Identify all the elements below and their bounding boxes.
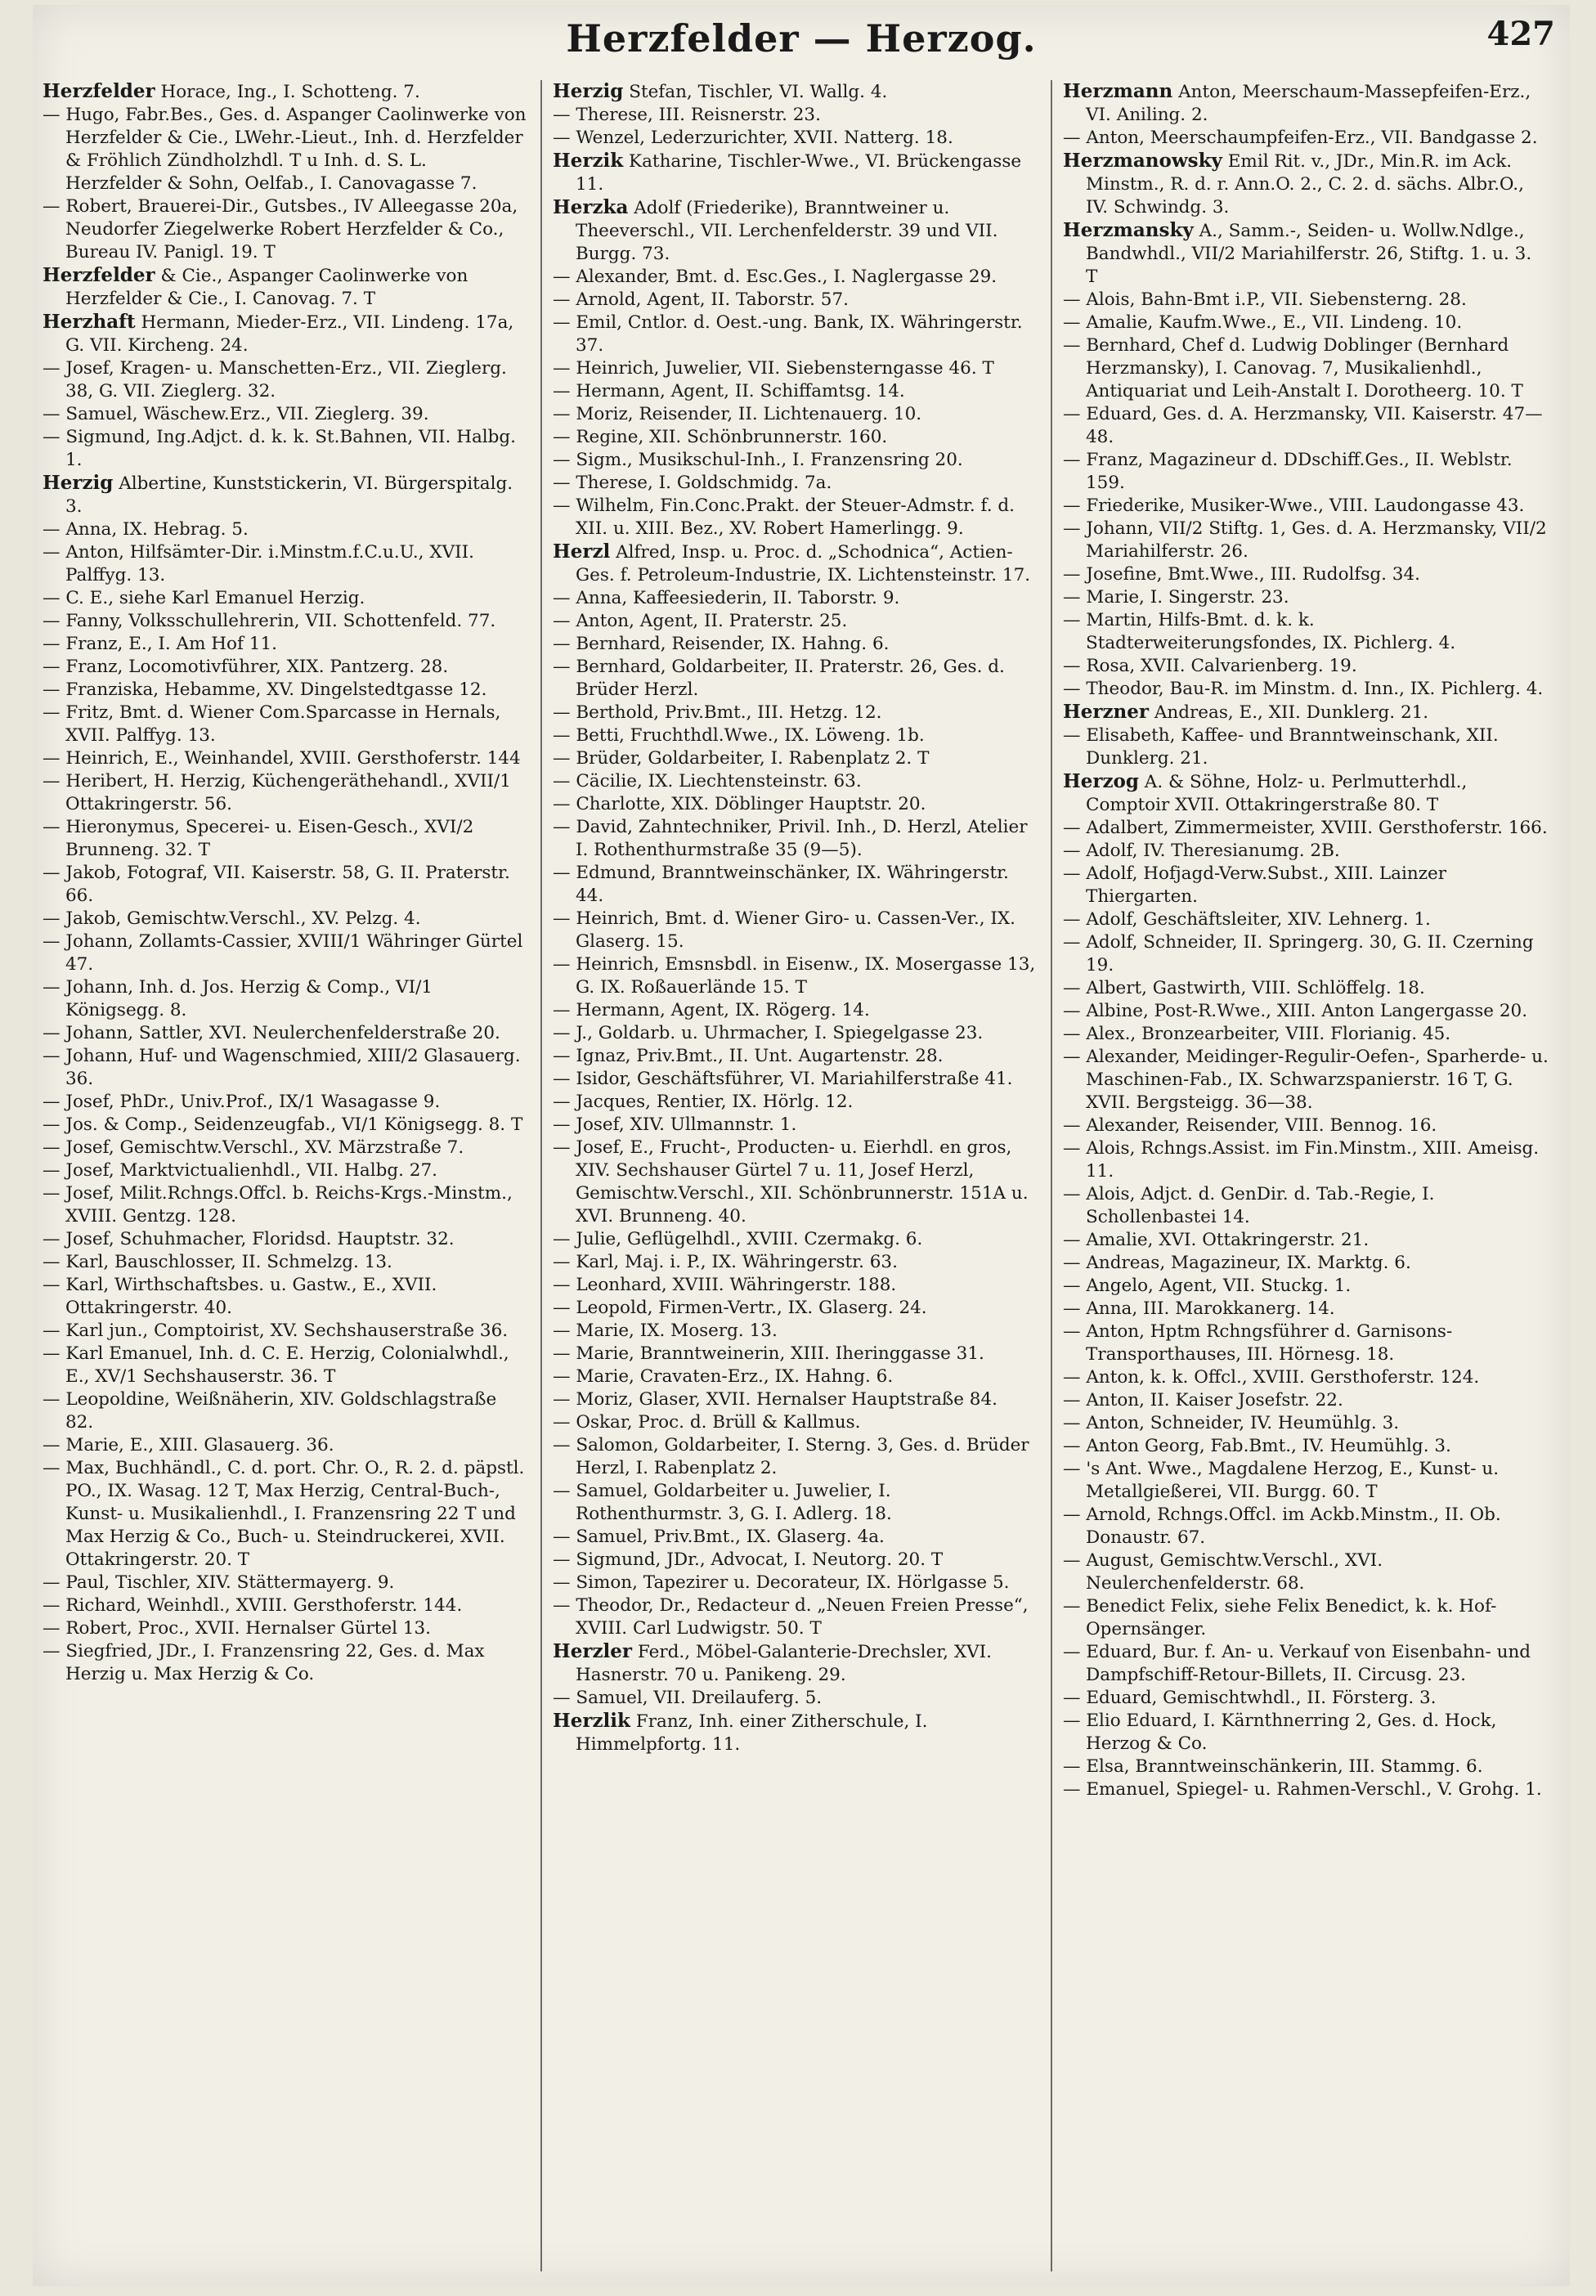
directory-entry: — Josef, Kragen- u. Manschetten-Erz., VII. Zieglerg. 38, G. VII. Zieglerg. 32. (43, 358, 507, 401)
directory-entry: — Jos. & Comp., Seidenzeugfab., VI/1 Königsegg. 8. T (43, 1114, 523, 1135)
directory-entry: — Josef, Schuhmacher, Floridsd. Hauptstr. 32. (43, 1229, 455, 1249)
directory-entry: Herzmann Anton, Meerschaum-Massepfeifen-Erz., VI. Aniling. 2. (1063, 80, 1531, 125)
directory-entry: — Anton, Hilfsämter-Dir. i.Minstm.f.C.u.U., XVII. Palffyg. 13. (43, 542, 474, 585)
directory-entry: — Alexander, Reisender, VIII. Bennog. 16. (1063, 1115, 1437, 1136)
directory-entry: — Alex., Bronzearbeiter, VIII. Florianig. 45. (1063, 1024, 1451, 1044)
directory-entry: — Anton Georg, Fab.Bmt., IV. Heumühlg. 3. (1063, 1436, 1451, 1456)
directory-entry: Herzig Albertine, Kunststickerin, VI. Bürgerspitalg. 3. (43, 472, 513, 517)
directory-entry: — Berthold, Priv.Bmt., III. Hetzg. 12. (553, 702, 882, 723)
directory-entry: — Franz, Magazineur d. DDschiff.Ges., II. Weblstr. 159. (1063, 450, 1513, 493)
directory-entry: — Edmund, Branntweinschänker, IX. Währingerstr. 44. (553, 863, 1009, 906)
directory-entry: — Fritz, Bmt. d. Wiener Com.Sparcasse in Hernals, XVII. Palffyg. 13. (43, 702, 501, 746)
directory-entry: — Hugo, Fabr.Bes., Ges. d. Aspanger Caolinwerke von Herzfelder & Cie., LWehr.-Lieut., Inh. d. Herzfelder & Fröhlich Zündholzhdl. T u Inh. d. S. L. Herzfelder & Sohn, Oelfab., I. Canovagasse 7. (43, 105, 527, 194)
directory-column-2 (553, 80, 1038, 2271)
directory-entry: Herzner Andreas, E., XII. Dunklerg. 21. (1063, 701, 1429, 723)
directory-entry: — Marie, E., XIII. Glasauerg. 36. (43, 1435, 334, 1455)
directory-entry: Herzog A. & Söhne, Holz- u. Perlmutterhdl., Comptoir XVII. Ottakringerstraße 80. T (1063, 770, 1468, 815)
directory-column-3 (1063, 80, 1549, 2271)
directory-entry: — Heinrich, Bmt. d. Wiener Giro- u. Cassen-Ver., IX. Glaserg. 15. (553, 908, 1015, 952)
directory-entry: — Marie, IX. Moserg. 13. (553, 1321, 778, 1341)
directory-entry: — Angelo, Agent, VII. Stuckg. 1. (1063, 1276, 1352, 1296)
directory-entry: — Adolf, Hofjagd-Verw.Subst., XIII. Lainzer Thiergarten. (1063, 863, 1447, 907)
directory-entry: — Josef, E., Frucht-, Producten- u. Eierhdl. en gros, XIV. Sechshauser Gürtel 7 u. 11, Josef Herzl, Gemischtw.Verschl., XII. Schönbrunnerstr. 151A u. XVI. Brunneng. 40. (553, 1137, 1029, 1226)
directory-entry: — Josef, PhDr., Univ.Prof., IX/1 Wasagasse 9. (43, 1092, 441, 1112)
directory-entry: Herzmansky A., Samm.-, Seiden- u. Wollw.Ndlge., Bandwhdl., VII/2 Mariahilferstr. 26, Stiftg. 1. u. 3. T (1063, 219, 1532, 287)
directory-entry: — Leonhard, XVIII. Währingerstr. 188. (553, 1275, 897, 1295)
directory-entry: — Elisabeth, Kaffee- und Branntweinschank, XII. Dunklerg. 21. (1063, 725, 1499, 769)
directory-entry: — Leopold, Firmen-Vertr., IX. Glaserg. 24. (553, 1298, 927, 1318)
directory-entry: — Albine, Post-R.Wwe., XIII. Anton Langergasse 20. (1063, 1001, 1528, 1021)
directory-entry: — Jakob, Fotograf, VII. Kaiserstr. 58, G. II. Praterstr. 66. (43, 863, 510, 906)
directory-entry: — Cäcilie, IX. Liechtensteinstr. 63. (553, 771, 862, 791)
directory-entry: — Amalie, Kaufm.Wwe., E., VII. Lindeng. 10. (1063, 312, 1463, 333)
directory-entry: — Hieronymus, Specerei- u. Eisen-Gesch., XVI/2 Brunneng. 32. T (43, 817, 474, 860)
directory-entry: — Paul, Tischler, XIV. Stättermayerg. 9. (43, 1572, 395, 1593)
directory-entry: — Hermann, Agent, IX. Rögerg. 14. (553, 1000, 870, 1020)
directory-entry: Herzfelder & Cie., Aspanger Caolinwerke von Herzfelder & Cie., I. Canovag. 7. T (43, 264, 468, 309)
directory-entry: — Johann, Inh. d. Jos. Herzig & Comp., VI/1 Königsegg. 8. (43, 977, 433, 1020)
directory-entry: — Bernhard, Chef d. Ludwig Doblinger (Bernhard Herzmansky), I. Canovag. 7, Musikalienhdl., Antiquariat und Leih-Anstalt I. Dorotheerg. 10. T (1063, 335, 1523, 401)
directory-entry: — Heinrich, Juwelier, VII. Siebensterngasse 46. T (553, 358, 994, 379)
directory-entry: — Theodor, Bau-R. im Minstm. d. Inn., IX. Pichlerg. 4. (1063, 679, 1544, 699)
directory-entry: — Martin, Hilfs-Bmt. d. k. k. Stadterweiterungsfondes, IX. Pichlerg. 4. (1063, 610, 1456, 653)
directory-entry: — Franz, Locomotivführer, XIX. Pantzerg. 28. (43, 657, 449, 677)
directory-entry: — Sigmund, JDr., Advocat, I. Neutorg. 20. T (553, 1549, 944, 1570)
directory-entry: — Heribert, H. Herzig, Küchengeräthehandl., XVII/1 Ottakringerstr. 56. (43, 771, 511, 814)
page-number: 427 (1486, 15, 1555, 53)
directory-entry: — Samuel, Priv.Bmt., IX. Glaserg. 4a. (553, 1527, 885, 1547)
directory-entry: — Wenzel, Lederzurichter, XVII. Natterg. 18. (553, 128, 953, 148)
directory-entry: — Rosa, XVII. Calvarienberg. 19. (1063, 656, 1357, 676)
directory-entry: — Samuel, VII. Dreilauferg. 5. (553, 1688, 823, 1708)
directory-entry: — Betti, Fruchthdl.Wwe., IX. Löweng. 1b. (553, 725, 925, 746)
directory-entry: — Heinrich, E., Weinhandel, XVIII. Gersthoferstr. 144 (43, 748, 521, 769)
directory-entry: — Anna, IX. Hebrag. 5. (43, 519, 249, 540)
directory-entry: — 's Ant. Wwe., Magdalene Herzog, E., Kunst- u. Metallgießerei, VII. Burgg. 60. T (1063, 1459, 1500, 1502)
directory-entry: — Josef, Gemischtw.Verschl., XV. Märzstraße 7. (43, 1137, 464, 1158)
directory-entry: — Leopoldine, Weißnäherin, XIV. Goldschlagstraße 82. (43, 1389, 497, 1433)
directory-entry: — Eduard, Bur. f. An- u. Verkauf von Eisenbahn- und Dampfschiff-Retour-Billets, II. Circusg. 23. (1063, 1642, 1531, 1685)
directory-entry: — Amalie, XVI. Ottakringerstr. 21. (1063, 1230, 1370, 1250)
directory-entry: — Karl, Maj. i. P., IX. Währingerstr. 63. (553, 1252, 898, 1272)
directory-column-1 (43, 80, 528, 2271)
directory-entry: — Oskar, Proc. d. Brüll & Kallmus. (553, 1412, 861, 1433)
directory-entry: — Josef, XIV. Ullmannstr. 1. (553, 1114, 797, 1135)
directory-entry: — Eduard, Gemischtwhdl., II. Försterg. 3. (1063, 1688, 1437, 1708)
directory-entry: — Adalbert, Zimmermeister, XVIII. Gersthoferstr. 166. (1063, 818, 1548, 838)
directory-entry: — Karl, Bauschlosser, II. Schmelzg. 13. (43, 1252, 392, 1272)
directory-entry: — Marie, Branntweinerin, XIII. Iheringgasse 31. (553, 1343, 984, 1364)
directory-entry: Herzl Alfred, Insp. u. Proc. d. „Schodnica“, Actien-Ges. f. Petroleum-Industrie, IX. Lichtensteinstr. 17. (553, 540, 1031, 585)
directory-entry: — Johann, Huf- und Wagenschmied, XIII/2 Glasauerg. 36. (43, 1046, 521, 1089)
directory-entry: — Marie, I. Singerstr. 23. (1063, 587, 1289, 608)
directory-entry: — Alois, Bahn-Bmt i.P., VII. Siebensterng. 28. (1063, 289, 1467, 310)
directory-entry: Herzler Ferd., Möbel-Galanterie-Drechsler, XVI. Hasnerstr. 70 u. Panikeng. 29. (553, 1640, 993, 1685)
directory-entry: — Jakob, Gemischtw.Verschl., XV. Pelzg. 4. (43, 908, 421, 929)
directory-entry: — Karl jun., Comptoirist, XV. Sechshauserstraße 36. (43, 1321, 509, 1341)
directory-entry: — Karl, Wirthschaftsbes. u. Gastw., E., XVII. Ottakringerstr. 40. (43, 1275, 437, 1318)
directory-entry: — Anton, II. Kaiser Josefstr. 22. (1063, 1390, 1343, 1410)
directory-entry: — Josef, Marktvictualienhdl., VII. Halbg. 27. (43, 1160, 437, 1181)
directory-entry: — Ignaz, Priv.Bmt., II. Unt. Augartenstr. 28. (553, 1046, 944, 1066)
directory-entry: — Max, Buchhändl., C. d. port. Chr. O., R. 2. d. päpstl. PO., IX. Wasag. 12 T, Max Herzig, Central-Buch-, Kunst- u. Musikalienhdl., I. Franzensring 22 T und Max Herzig & Co., Buch- u. Steindruckerei, XVII. Ottakringerstr. 20. T (43, 1458, 525, 1570)
directory-entry: — Emil, Cntlor. d. Oest.-ung. Bank, IX. Währingerstr. 37. (553, 312, 1023, 356)
directory-entry: — Anton, Meerschaumpfeifen-Erz., VII. Bandgasse 2. (1063, 128, 1538, 148)
directory-entry: — Regine, XII. Schönbrunnerstr. 160. (553, 427, 888, 447)
directory-entry: Herzhaft Hermann, Mieder-Erz., VII. Lindeng. 17a, G. VII. Kircheng. 24. (43, 311, 514, 356)
directory-entry: — Therese, I. Goldschmidg. 7a. (553, 473, 832, 493)
directory-entry: — Theodor, Dr., Redacteur d. „Neuen Freien Presse“, XVIII. Carl Ludwigstr. 50. T (553, 1595, 1029, 1639)
directory-entry: Herzfelder Horace, Ing., I. Schotteng. 7. (43, 80, 420, 102)
directory-entry: Herzlik Franz, Inh. einer Zitherschule, I. Himmelpfortg. 11. (553, 1710, 928, 1755)
directory-entry: — Andreas, Magazineur, IX. Marktg. 6. (1063, 1253, 1411, 1273)
directory-entry: — Alexander, Meidinger-Regulir-Oefen-, Sparherde- u. Maschinen-Fab., IX. Schwarzspanierstr. 16 T, G. XVII. Bergsteigg. 36—38. (1063, 1047, 1549, 1113)
directory-entry: — Elsa, Branntweinschänkerin, III. Stammg. 6. (1063, 1756, 1483, 1777)
directory-entry: — Salomon, Goldarbeiter, I. Sterng. 3, Ges. d. Brüder Herzl, I. Rabenplatz 2. (553, 1435, 1029, 1478)
directory-entry: — Anton, Agent, II. Praterstr. 25. (553, 611, 848, 631)
directory-entry: — Adolf, Geschäftsleiter, XIV. Lehnerg. 1. (1063, 909, 1431, 930)
directory-entry: — Benedict Felix, siehe Felix Benedict, k. k. Hof-Opernsänger. (1063, 1596, 1497, 1639)
directory-entry: — Arnold, Rchngs.Offcl. im Ackb.Minstm., II. Ob. Donaustr. 67. (1063, 1505, 1501, 1548)
directory-entry: — C. E., siehe Karl Emanuel Herzig. (43, 588, 365, 608)
directory-entry: — Marie, Cravaten-Erz., IX. Hahng. 6. (553, 1366, 894, 1387)
directory-entry: Herzka Adolf (Friederike), Branntweiner u. Theeverschl., VII. Lerchenfelderstr. 39 und VII. Burgg. 73. (553, 196, 998, 264)
directory-entry: — Alois, Rchngs.Assist. im Fin.Minstm., XIII. Ameisg. 11. (1063, 1138, 1540, 1182)
directory-entry: — Eduard, Ges. d. A. Herzmansky, VII. Kaiserstr. 47—48. (1063, 404, 1543, 447)
directory-page (33, 5, 1570, 2286)
directory-entry: — Siegfried, JDr., I. Franzensring 22, Ges. d. Max Herzig u. Max Herzig & Co. (43, 1641, 485, 1684)
directory-columns (43, 80, 1560, 2271)
directory-entry: — Julie, Geflügelhdl., XVIII. Czermakg. 6. (553, 1229, 923, 1249)
directory-entry: — Moriz, Reisender, II. Lichtenauerg. 10. (553, 404, 922, 424)
directory-entry: — Richard, Weinhdl., XVIII. Gersthoferstr. 144. (43, 1595, 463, 1616)
directory-entry: — Robert, Proc., XVII. Hernalser Gürtel 13. (43, 1618, 431, 1639)
directory-entry: — Charlotte, XIX. Döblinger Hauptstr. 20. (553, 794, 926, 814)
directory-entry: — Moriz, Glaser, XVII. Hernalser Hauptstraße 84. (553, 1389, 998, 1410)
running-head: Herzfelder — Herzog. (566, 16, 1037, 61)
directory-entry: — Anna, Kaffeesiederin, II. Taborstr. 9. (553, 588, 900, 608)
directory-entry: — Franziska, Hebamme, XV. Dingelstedtgasse 12. (43, 679, 487, 700)
directory-entry: — Sigmund, Ing.Adjct. d. k. k. St.Bahnen, VII. Halbg. 1. (43, 427, 517, 470)
directory-entry: — Johann, Sattler, XVI. Neulerchenfelderstraße 20. (43, 1023, 500, 1043)
directory-entry: — Josef, Milit.Rchngs.Offcl. b. Reichs-Krgs.-Minstm., XVIII. Gentzg. 128. (43, 1183, 513, 1226)
directory-entry: — Jacques, Rentier, IX. Hörlg. 12. (553, 1092, 854, 1112)
directory-entry: — Robert, Brauerei-Dir., Gutsbes., IV Alleegasse 20a, Neudorfer Ziegelwerke Robert Herzfelder & Co., Bureau IV. Panigl. 19. T (43, 196, 518, 262)
directory-entry: — Emanuel, Spiegel- u. Rahmen-Verschl., V. Grohg. 1. (1063, 1779, 1542, 1800)
column-divider (1051, 80, 1052, 2271)
column-divider (540, 80, 542, 2271)
directory-entry: — Bernhard, Reisender, IX. Hahng. 6. (553, 634, 890, 654)
directory-entry: — Albert, Gastwirth, VIII. Schlöffelg. 18. (1063, 978, 1425, 998)
directory-entry: — Elio Eduard, I. Kärnthnerring 2, Ges. d. Hock, Herzog & Co. (1063, 1711, 1497, 1754)
directory-entry: — Johann, Zollamts-Cassier, XVIII/1 Währinger Gürtel 47. (43, 931, 523, 975)
directory-entry: — J., Goldarb. u. Uhrmacher, I. Spiegelgasse 23. (553, 1023, 984, 1043)
page-header (33, 13, 1570, 70)
directory-entry: — Karl Emanuel, Inh. d. C. E. Herzig, Colonialwhdl., E., XV/1 Sechshauserstr. 36. T (43, 1343, 509, 1387)
directory-entry: Herzig Stefan, Tischler, VI. Wallg. 4. (553, 80, 888, 102)
directory-entry: — Adolf, Schneider, II. Springerg. 30, G. II. Czerning 19. (1063, 932, 1534, 975)
directory-entry: — Josefine, Bmt.Wwe., III. Rudolfsg. 34. (1063, 564, 1421, 585)
directory-entry: — Therese, III. Reisnerstr. 23. (553, 105, 821, 125)
directory-entry: — David, Zahntechniker, Privil. Inh., D. Herzl, Atelier I. Rothenthurmstraße 35 (9—5). (553, 817, 1028, 860)
directory-entry: — Anton, Schneider, IV. Heumühlg. 3. (1063, 1413, 1400, 1433)
directory-entry: — Simon, Tapezirer u. Decorateur, IX. Hörlgasse 5. (553, 1572, 1010, 1593)
directory-entry: — Sigm., Musikschul-Inh., I. Franzensring 20. (553, 450, 963, 470)
directory-entry: — Hermann, Agent, II. Schiffamtsg. 14. (553, 381, 905, 401)
directory-entry: — Isidor, Geschäftsführer, VI. Mariahilferstraße 41. (553, 1069, 1013, 1089)
directory-entry: — Alexander, Bmt. d. Esc.Ges., I. Naglergasse 29. (553, 267, 998, 287)
directory-entry: — Heinrich, Emsnsbdl. in Eisenw., IX. Mosergasse 13, G. IX. Roßauerlände 15. T (553, 954, 1036, 998)
directory-entry: — Friederike, Musiker-Wwe., VIII. Laudongasse 43. (1063, 496, 1525, 516)
directory-entry: — Anna, III. Marokkanerg. 14. (1063, 1298, 1335, 1319)
directory-entry: — Wilhelm, Fin.Conc.Prakt. der Steuer-Admstr. f. d. XII. u. XIII. Bez., XV. Robert Hamerlingg. 9. (553, 496, 1015, 539)
directory-entry: — Franz, E., I. Am Hof 11. (43, 634, 277, 654)
directory-entry: Herzmanowsky Emil Rit. v., JDr., Min.R. im Ack. Minstm., R. d. r. Ann.O. 2., C. 2. d. sächs. Albr.O., IV. Schwindg. 3. (1063, 150, 1524, 217)
directory-entry: — Fanny, Volksschullehrerin, VII. Schottenfeld. 77. (43, 611, 496, 631)
directory-entry: — Anton, k. k. Offcl., XVIII. Gersthoferstr. 124. (1063, 1367, 1480, 1388)
directory-entry: — Adolf, IV. Theresianumg. 2B. (1063, 841, 1340, 861)
directory-entry: — Samuel, Goldarbeiter u. Juwelier, I. Rothenthurmstr. 3, G. I. Adlerg. 18. (553, 1481, 892, 1524)
directory-entry: — Samuel, Wäschew.Erz., VII. Zieglerg. 39. (43, 404, 429, 424)
directory-entry: — Bernhard, Goldarbeiter, II. Praterstr. 26, Ges. d. Brüder Herzl. (553, 657, 1005, 700)
directory-entry: — Arnold, Agent, II. Taborstr. 57. (553, 289, 849, 310)
directory-entry: — Johann, VII/2 Stiftg. 1, Ges. d. A. Herzmansky, VII/2 Mariahilferstr. 26. (1063, 518, 1547, 562)
directory-entry: — Brüder, Goldarbeiter, I. Rabenplatz 2. T (553, 748, 930, 769)
directory-entry: — Alois, Adjct. d. GenDir. d. Tab.-Regie, I. Schollenbastei 14. (1063, 1184, 1435, 1227)
directory-entry: — Anton, Hptm Rchngsführer d. Garnisons-Transporthauses, III. Hörnesg. 18. (1063, 1321, 1453, 1365)
directory-entry: Herzik Katharine, Tischler-Wwe., VI. Brückengasse 11. (553, 150, 1022, 195)
directory-entry: — August, Gemischtw.Verschl., XVI. Neulerchenfelderstr. 68. (1063, 1550, 1383, 1594)
